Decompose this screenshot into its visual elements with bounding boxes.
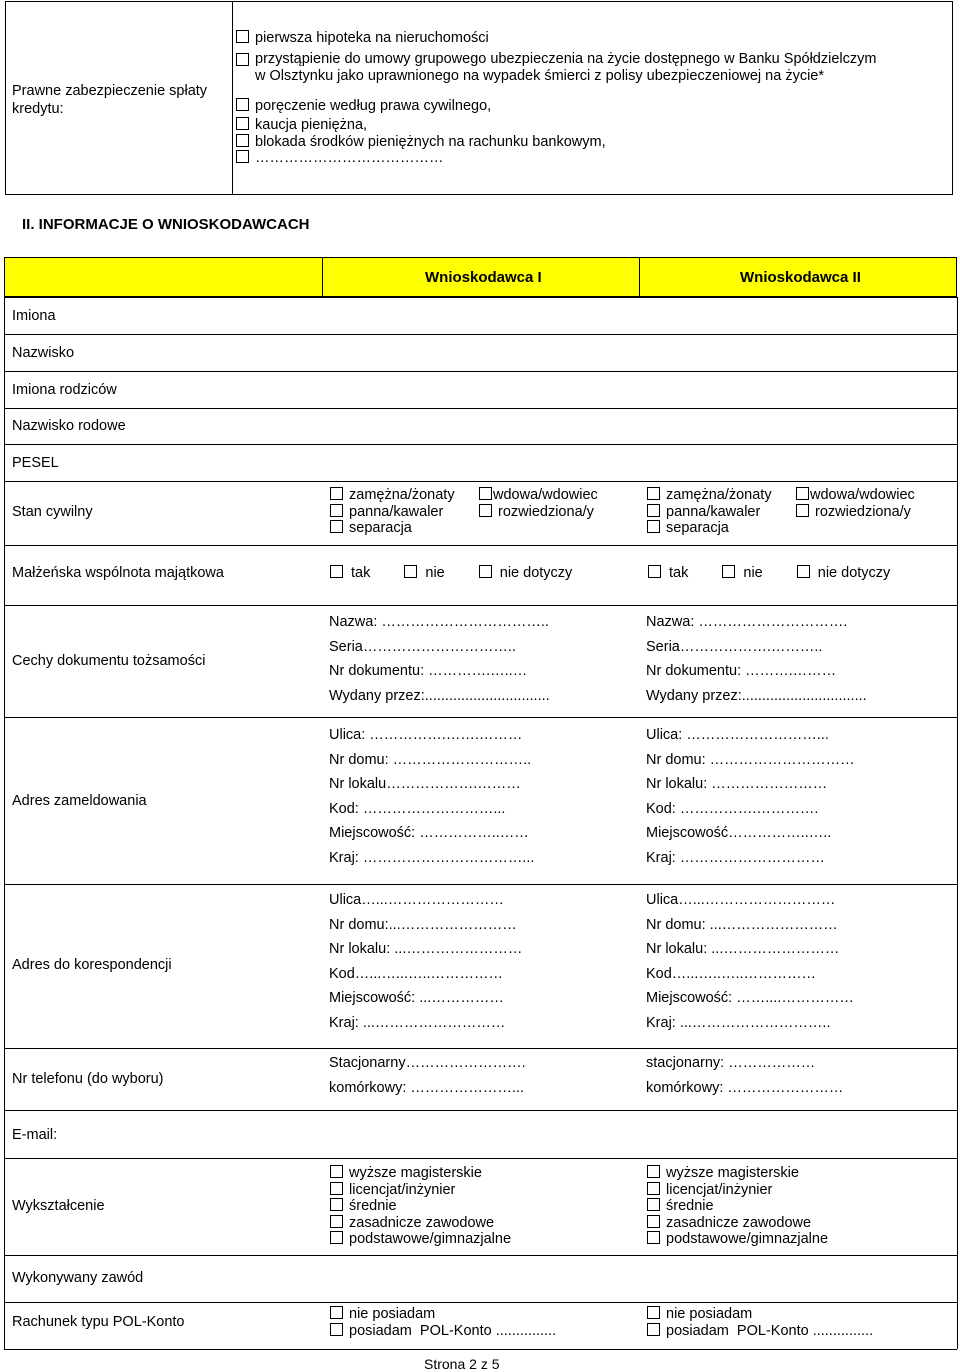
security-option-guarantee[interactable]: poręczenie według prawa cywilnego, (236, 98, 491, 115)
label-dokument: Cechy dokumentu tożsamości (12, 653, 206, 669)
community-yes: tak (669, 565, 689, 581)
address-field: Nr lokalu: …………………… (646, 776, 828, 792)
page-number: Strona 2 z 5 (424, 1356, 500, 1372)
checkbox-icon[interactable] (796, 504, 809, 517)
label-rachunek: Rachunek typu POL-Konto (12, 1314, 185, 1330)
marital-applicant-1-col2 (479, 487, 598, 520)
header-applicant-2: Wnioskodawca II (740, 269, 861, 286)
address-field: Ulica…...…………………… (329, 892, 504, 908)
checkbox-icon[interactable] (647, 1165, 660, 1178)
label-imiona: Imiona (12, 308, 56, 324)
row-divider (4, 444, 957, 445)
checkbox-icon[interactable] (236, 150, 249, 163)
address-field: Kraj: ...……………………….. (646, 1014, 831, 1031)
education-option[interactable]: podstawowe/gimnazjalne (330, 1231, 511, 1248)
marital-option[interactable]: panna/kawaler (330, 504, 455, 521)
row-divider (4, 605, 957, 606)
checkbox-icon[interactable] (479, 487, 492, 500)
address-field: Nr lokalu: ...…………………… (646, 941, 840, 957)
row-divider (4, 408, 957, 409)
account-option[interactable]: nie posiadam (647, 1306, 873, 1323)
checkbox-icon[interactable] (648, 565, 661, 578)
label-nazwisko: Nazwisko (12, 345, 75, 361)
account-option[interactable]: posiadam POL-Konto ............... (647, 1323, 873, 1340)
label-nazwisko-rodowe: Nazwisko rodowe (12, 418, 126, 434)
education-option[interactable]: wyższe magisterskie (647, 1165, 828, 1182)
phone-field: komórkowy: …………………… (646, 1079, 844, 1096)
checkbox-icon[interactable] (236, 98, 249, 111)
marital-option[interactable]: separacja (647, 520, 772, 537)
checkbox-icon[interactable] (236, 134, 249, 147)
checkbox-icon[interactable] (647, 1306, 660, 1319)
document-field: Nazwa: …………………………….. (329, 614, 549, 630)
address-field: Miejscowość: ...…………… (329, 990, 504, 1006)
divider (322, 257, 323, 297)
row-divider (4, 1110, 957, 1111)
phone-applicant-1[interactable] (329, 1051, 526, 1100)
checkbox-icon[interactable] (479, 565, 492, 578)
row-divider (4, 1048, 957, 1049)
marital-applicant-2-col2 (796, 487, 915, 520)
checkbox-icon[interactable] (330, 565, 343, 578)
registered-address-applicant-1[interactable] (329, 723, 534, 870)
document-field: Nazwa: …………………………. (646, 614, 848, 630)
label-email: E-mail: (12, 1127, 58, 1143)
education-option[interactable]: licencjat/inżynier (647, 1182, 828, 1199)
education-applicant-2 (647, 1165, 828, 1248)
security-option-mortgage[interactable]: pierwsza hipoteka na nieruchomości (236, 30, 489, 47)
marital-option[interactable]: panna/kawaler (647, 504, 772, 521)
checkbox-icon[interactable] (330, 504, 343, 517)
security-option-blockade[interactable]: blokada środków pieniężnych na rachunku bankowym, (236, 134, 606, 151)
account-option[interactable]: nie posiadam (330, 1306, 556, 1323)
address-field: Kod: …………….…………. (646, 800, 819, 817)
community-na: nie dotyczy (817, 565, 891, 581)
checkbox-icon[interactable] (330, 487, 343, 500)
row-divider (4, 334, 957, 335)
community-applicant-2 (644, 561, 890, 586)
checkbox-icon[interactable] (722, 565, 735, 578)
marital-option[interactable]: zamężna/żonaty (330, 487, 455, 504)
row-divider (4, 545, 957, 546)
checkbox-icon[interactable] (647, 1215, 660, 1228)
education-option[interactable]: średnie (647, 1198, 828, 1215)
education-option[interactable]: wyższe magisterskie (330, 1165, 511, 1182)
address-field: Miejscowość: ……....…………… (646, 990, 854, 1006)
section-title: II. INFORMACJE O WNIOSKODAWCACH (22, 216, 310, 233)
checkbox-icon[interactable] (236, 117, 249, 130)
document-applicant-1[interactable] (329, 610, 550, 708)
registered-address-applicant-2[interactable] (646, 723, 855, 870)
checkbox-icon[interactable] (797, 565, 810, 578)
address-field: Miejscowość: ……………..…… (329, 825, 529, 841)
security-label-cell (6, 2, 233, 194)
address-field: Ulica: ………………………... (646, 727, 829, 743)
header-applicant-1: Wnioskodawca I (425, 269, 542, 286)
account-applicant-2 (647, 1306, 873, 1339)
education-option[interactable]: średnie (330, 1198, 511, 1215)
row-divider (4, 481, 957, 482)
phone-field: komórkowy: …………………... (329, 1079, 524, 1096)
document-field: Wydany przez:............................... (646, 687, 867, 704)
document-field: Wydany przez:............................... (329, 687, 550, 704)
address-field: Nr domu: ...…………………… (646, 916, 838, 933)
address-field: Nr domu:...…………………… (329, 916, 517, 933)
divider (639, 257, 640, 297)
row-divider (4, 884, 957, 885)
account-option[interactable]: posiadam POL-Konto ............... (330, 1323, 556, 1340)
checkbox-icon[interactable] (330, 1215, 343, 1228)
applicants-table (4, 257, 957, 1350)
checkbox-icon[interactable] (330, 1306, 343, 1319)
label-adres-zameldowania: Adres zameldowania (12, 793, 147, 809)
checkbox-icon[interactable] (404, 565, 417, 578)
marital-option[interactable]: separacja (330, 520, 455, 537)
community-no: nie (743, 565, 763, 581)
checkbox-icon[interactable] (647, 1182, 660, 1195)
phone-field: Stacjonarny……………………. (329, 1055, 526, 1071)
address-field: Ulica: …………….…….……… (329, 727, 523, 743)
checkbox-icon[interactable] (330, 1323, 343, 1336)
label-zawod: Wykonywany zawód (12, 1270, 144, 1286)
marital-option[interactable]: wdowa/wdowiec (479, 487, 598, 504)
security-option-insurance[interactable]: przystąpienie do umowy grupowego ubezpieczenia na życie dostępnego w Banku Spółdzielczym w Olsztynku jako uprawnionego na wypadek śmierci z polisy ubezpieczeniowej na życie* (236, 51, 896, 85)
document-field: Nr dokumentu: ……….……… (646, 663, 837, 679)
correspondence-address-applicant-1[interactable] (329, 888, 522, 1035)
account-applicant-1 (330, 1306, 556, 1339)
community-applicant-1 (326, 561, 572, 586)
education-option[interactable]: licencjat/inżynier (330, 1182, 511, 1199)
checkbox-icon[interactable] (647, 1323, 660, 1336)
education-option[interactable]: zasadnicze zawodowe (647, 1215, 828, 1232)
marital-option[interactable]: rozwiedziona/y (479, 504, 598, 521)
address-field: Kraj: ...……………………… (329, 1014, 506, 1031)
marital-applicant-2 (647, 487, 772, 537)
checkbox-icon[interactable] (330, 1182, 343, 1195)
document-field: Seria……………….……….. (646, 638, 823, 655)
label-wyksztalcenie: Wykształcenie (12, 1198, 105, 1214)
label-imiona-rodzicow: Imiona rodziców (12, 382, 117, 398)
community-no: nie (425, 565, 445, 581)
education-option[interactable]: zasadnicze zawodowe (330, 1215, 511, 1232)
security-label: Prawne zabezpieczenie spłaty kredytu: (12, 83, 208, 117)
checkbox-icon[interactable] (330, 520, 343, 533)
left-border (4, 297, 5, 1349)
address-field: Kod…...…...…..…………… (329, 965, 504, 982)
checkbox-icon[interactable] (647, 504, 660, 517)
checkbox-icon[interactable] (330, 1231, 343, 1244)
community-yes: tak (351, 565, 371, 581)
row-divider (4, 1349, 957, 1350)
checkbox-icon[interactable] (236, 53, 249, 66)
checkbox-icon[interactable] (647, 520, 660, 533)
row-divider (4, 297, 957, 298)
checkbox-icon[interactable] (647, 1231, 660, 1244)
education-option[interactable]: podstawowe/gimnazjalne (647, 1231, 828, 1248)
address-field: Kraj: ……………………………... (329, 849, 535, 866)
address-field: Nr lokalu……………….……… (329, 776, 521, 792)
checkbox-icon[interactable] (647, 1198, 660, 1211)
phone-applicant-2[interactable] (646, 1051, 843, 1100)
marital-option[interactable]: wdowa/wdowiec (796, 487, 915, 504)
checkbox-icon[interactable] (796, 487, 809, 500)
document-field: Seria………………………….. (329, 638, 516, 655)
row-divider (4, 371, 957, 372)
address-field: Nr domu: ……………………….. (329, 751, 532, 768)
checkbox-icon[interactable] (330, 1165, 343, 1178)
row-divider (4, 1255, 957, 1256)
phone-field: stacjonarny: ……………… (646, 1055, 816, 1071)
checkbox-icon[interactable] (330, 1198, 343, 1211)
document-applicant-2[interactable] (646, 610, 867, 708)
education-applicant-1 (330, 1165, 511, 1248)
address-field: Nr domu: ………………………… (646, 751, 855, 768)
address-field: Nr lokalu: ...…………………… (329, 941, 523, 957)
address-field: Kod: ………………………... (329, 800, 506, 817)
marital-option[interactable]: rozwiedziona/y (796, 504, 915, 521)
label-pesel: PESEL (12, 455, 59, 471)
row-divider (4, 1302, 957, 1303)
row-divider (4, 717, 957, 718)
address-field: Ulica…...……………………… (646, 892, 836, 908)
label-wspolnota: Małżeńska wspólnota majątkowa (12, 565, 224, 581)
address-field: Kraj: ………………………… (646, 849, 825, 866)
correspondence-address-applicant-2[interactable] (646, 888, 854, 1035)
document-field: Nr dokumentu: ………….…..… (329, 663, 528, 679)
marital-option[interactable]: zamężna/żonaty (647, 487, 772, 504)
right-border (957, 297, 958, 1349)
row-divider (4, 1158, 957, 1159)
checkbox-icon[interactable] (647, 487, 660, 500)
checkbox-icon[interactable] (479, 504, 492, 517)
label-stan-cywilny: Stan cywilny (12, 504, 93, 520)
address-field: Kod…...…..…..…………… (646, 965, 816, 982)
security-option-deposit[interactable]: kaucja pieniężna, (236, 117, 367, 134)
marital-applicant-1 (330, 487, 455, 537)
checkbox-icon[interactable] (236, 30, 249, 43)
label-adres-korespondencji: Adres do korespondencji (12, 957, 172, 973)
label-telefon: Nr telefonu (do wyboru) (12, 1071, 164, 1087)
community-na: nie dotyczy (499, 565, 573, 581)
security-option-other[interactable]: ………………………………… (236, 150, 444, 167)
address-field: Miejscowość……………..….. (646, 825, 832, 841)
